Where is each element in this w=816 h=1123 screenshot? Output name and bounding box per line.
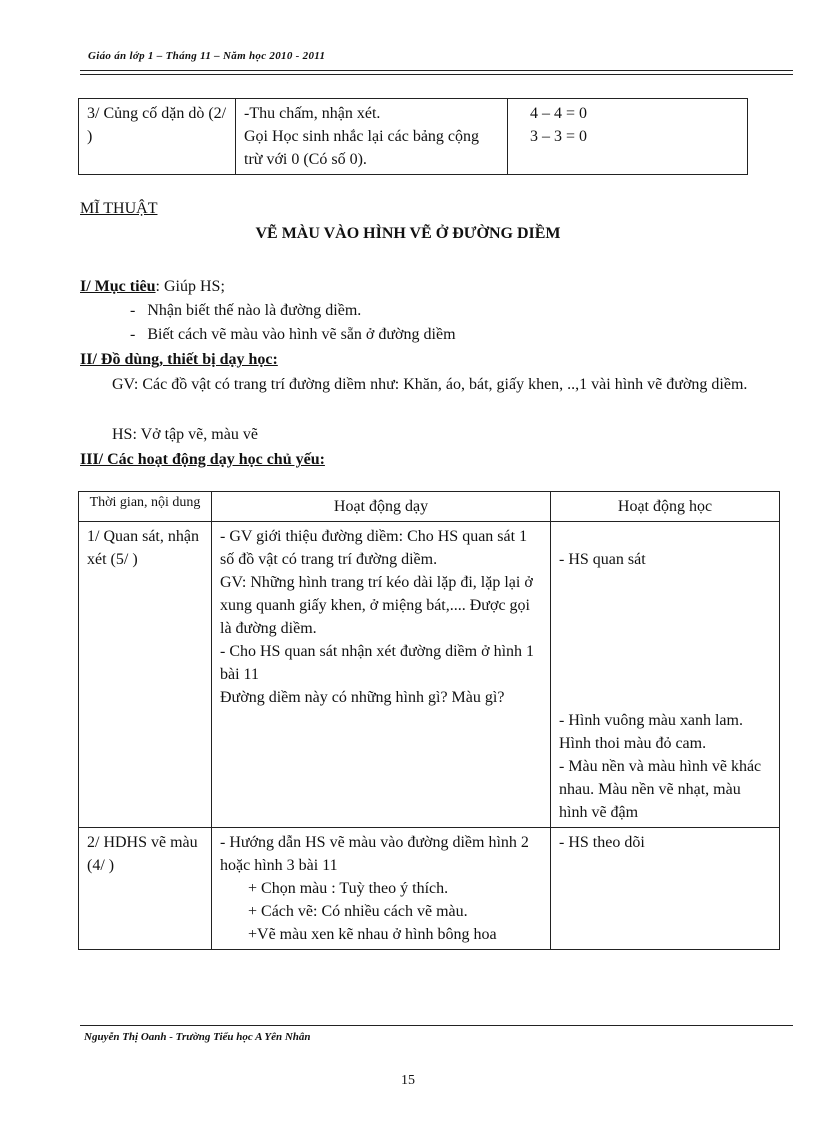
page-footer: Nguyễn Thị Oanh - Trường Tiểu học A Yên Nhân	[84, 1031, 311, 1043]
closing-time-cell: 3/ Củng cố dặn dò (2/ )	[79, 99, 236, 175]
closing-teach-cell: -Thu chấm, nhận xét. Gọi Học sinh nhắc lại các bảng cộng trừ với 0 (Có số 0).	[236, 99, 508, 175]
materials-gv: GV: Các đồ vật có trang trí đường diềm như: Khăn, áo, bát, giấy khen, ..,1 vài hình vẽ đường diềm.	[112, 376, 748, 393]
col-header-time: Thời gian, nội dung	[79, 492, 212, 522]
row1-time: 1/ Quan sát, nhận xét (5/ )	[79, 522, 212, 828]
table-row	[79, 828, 780, 950]
col-header-learn: Hoạt động học	[551, 492, 780, 522]
objective-item: - Biết cách vẽ màu vào hình vẽ sẵn ở đường diềm	[130, 326, 456, 343]
header-rule	[80, 70, 793, 71]
materials-heading: II/ Đồ dùng, thiết bị dạy học:	[80, 351, 278, 368]
page-header: Giáo án lớp 1 – Tháng 11 – Năm học 2010 - 2011	[88, 50, 326, 62]
lesson-title: VẼ MÀU VÀO HÌNH VẼ Ở ĐƯỜNG DIỀM	[255, 225, 561, 242]
row2-time: 2/ HDHS vẽ màu (4/ )	[79, 828, 212, 950]
row2-learn: - HS theo dõi	[551, 828, 780, 950]
row2-teach: - Hướng dẫn HS vẽ màu vào đường diềm hình 2 hoặc hình 3 bài 11 + Chọn màu : Tuỳ theo ý thích. + Cách vẽ: Có nhiều cách vẽ màu. +Vẽ màu xen kẽ nhau ở hình bông hoa	[212, 828, 551, 950]
activity-table	[78, 491, 780, 950]
page-number: 15	[401, 1073, 415, 1088]
activities-heading: III/ Các hoạt động dạy học chủ yếu:	[80, 451, 325, 468]
row1-teach: - GV giới thiệu đường diềm: Cho HS quan sát 1 số đồ vật có trang trí đường diềm. GV: Những hình trang trí kéo dài lặp đi, lặp lại ở xung quanh giấy khen, ở miệng bát,.... Được gọi là đường diềm. - Cho HS quan sát nhận xét đường diềm ở hình 1 bài 11 Đường diềm này có những hình gì? Màu gì?	[212, 522, 551, 828]
subject-title: MĨ THUẬT	[80, 200, 158, 217]
objectives-heading: I/ Mục tiêu: Giúp HS;	[80, 278, 225, 295]
col-header-teach: Hoạt động dạy	[212, 492, 551, 522]
footer-rule	[80, 1025, 793, 1026]
objective-item: - Nhận biết thế nào là đường diềm.	[130, 302, 362, 319]
materials-hs: HS: Vở tập vẽ, màu vẽ	[112, 426, 258, 443]
table-row	[79, 522, 780, 828]
row1-learn: - HS quan sát - Hình vuông màu xanh lam. Hình thoi màu đỏ cam. - Màu nền và màu hình vẽ khác nhau. Màu nền vẽ nhạt, màu hình vẽ đậm	[551, 522, 780, 828]
closing-learn-cell: 4 – 4 = 0 3 – 3 = 0	[508, 99, 748, 175]
header-rule-2	[80, 74, 793, 75]
closing-table	[78, 98, 748, 175]
